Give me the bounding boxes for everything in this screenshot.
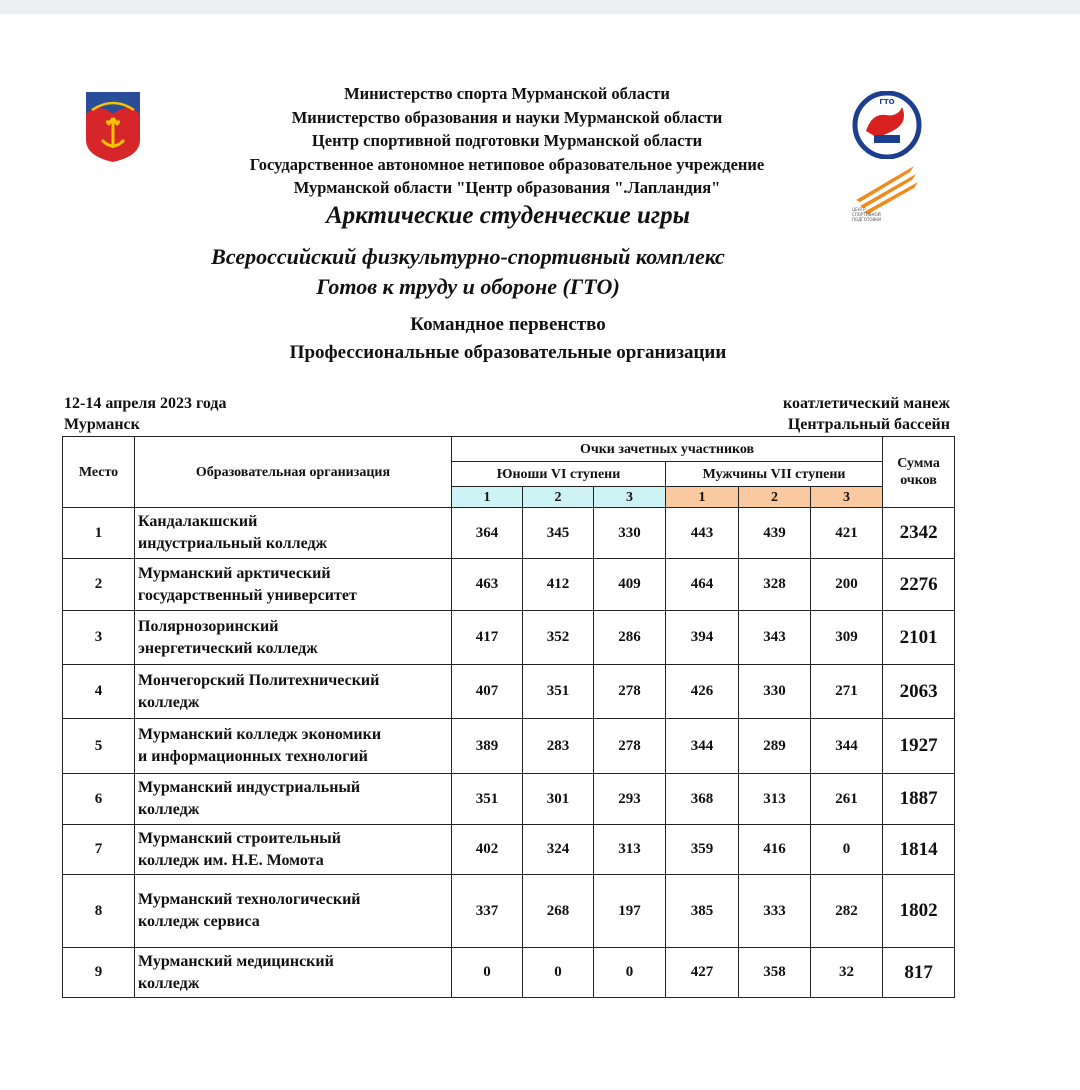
sum-cell: 1927 (883, 719, 955, 774)
organization-cell (135, 559, 452, 611)
score-cell: 416 (739, 825, 811, 875)
organization-line-1: Мурманский технологический (138, 891, 361, 908)
score-cell: 439 (739, 508, 811, 559)
place-cell: 6 (63, 774, 135, 825)
organization-line-1: Мурманский медицинский (138, 952, 334, 970)
score-cell: 333 (739, 875, 811, 948)
table-row (63, 825, 955, 875)
score-cell: 309 (811, 611, 883, 665)
organization-line-1: Полярнозоринский (138, 617, 279, 635)
organization-line-2: колледж сервиса (138, 913, 260, 930)
header-men-3: 3 (811, 487, 883, 508)
organization-line-1: Мурманский арктический (138, 564, 331, 582)
event-title: Арктические студенческие игры (326, 202, 690, 229)
organization-cell (135, 508, 452, 559)
organization-line-2: энергетический колледж (138, 639, 318, 657)
sum-cell: 2101 (883, 611, 955, 665)
score-cell: 426 (666, 665, 739, 719)
place-cell: 4 (63, 665, 135, 719)
organization-line-2: индустриальный колледж (138, 535, 328, 552)
header-organization: Образовательная организация (135, 437, 452, 508)
coat-of-arms-icon (86, 92, 140, 162)
organization-cell (135, 719, 452, 774)
header-men-1: 1 (666, 487, 739, 508)
svg-text:ЦЕНТР: ЦЕНТР (852, 207, 866, 212)
score-cell: 358 (739, 948, 811, 998)
score-cell: 344 (666, 719, 739, 774)
place-cell: 1 (63, 508, 135, 559)
score-cell: 283 (523, 719, 594, 774)
header-sum-line-1: Сумма (897, 456, 940, 471)
date-location (64, 393, 226, 435)
score-cell: 351 (452, 774, 523, 825)
organization-cell (135, 948, 452, 998)
organization-line-1: Мончегорский Политехнический (138, 671, 380, 689)
score-cell: 389 (452, 719, 523, 774)
score-cell: 368 (666, 774, 739, 825)
table-row (63, 875, 955, 948)
organizer-line: Центр спортивной подготовки Мурманской области (311, 131, 703, 150)
score-cell: 278 (594, 665, 666, 719)
subtitle-line-1: Всероссийский физкультурно-спортивный комплекс (211, 244, 725, 269)
svg-text:СПОРТИВНОЙ: СПОРТИВНОЙ (852, 212, 881, 217)
sum-cell: 2342 (883, 508, 955, 559)
svg-text:ПОДГОТОВКИ: ПОДГОТОВКИ (852, 217, 882, 222)
score-cell: 421 (811, 508, 883, 559)
event-city: Мурманск (64, 416, 140, 433)
score-cell: 271 (811, 665, 883, 719)
score-cell: 293 (594, 774, 666, 825)
header-youth-3: 3 (594, 487, 666, 508)
top-status-bar (0, 0, 1080, 14)
score-cell: 337 (452, 875, 523, 948)
score-cell: 324 (523, 825, 594, 875)
header-points: Очки зачетных участников (452, 437, 883, 462)
venues (783, 393, 950, 435)
place-cell: 9 (63, 948, 135, 998)
score-cell: 313 (739, 774, 811, 825)
organizers-header (150, 82, 864, 200)
header-youth-group: Юноши VI ступени (452, 462, 666, 487)
score-cell: 464 (666, 559, 739, 611)
score-cell: 330 (739, 665, 811, 719)
score-cell: 352 (523, 611, 594, 665)
competition-section (0, 311, 1016, 367)
organization-line-2: колледж им. Н.Е. Момота (138, 851, 324, 869)
event-subtitle (0, 242, 936, 302)
subtitle-line-2: Готов к труду и обороне (ГТО) (316, 274, 620, 299)
score-cell: 313 (594, 825, 666, 875)
table-row (63, 508, 955, 559)
table-row (63, 774, 955, 825)
table-row (63, 559, 955, 611)
organizer-line: Мурманской области "Центр образования ".Лапландия" (293, 178, 721, 197)
event-date: 12-14 апреля 2023 года (64, 395, 227, 412)
score-cell: 407 (452, 665, 523, 719)
score-cell: 351 (523, 665, 594, 719)
organizer-line: Государственное автономное нетиповое образовательное учреждение (249, 154, 765, 174)
header-sum-line-2: очков (900, 473, 937, 488)
score-cell: 427 (666, 948, 739, 998)
organization-line-1: Мурманский строительный (138, 829, 341, 847)
place-cell: 7 (63, 825, 135, 875)
score-cell: 286 (594, 611, 666, 665)
score-cell: 328 (739, 559, 811, 611)
score-cell: 359 (666, 825, 739, 875)
organization-line-1: Мурманский колледж экономики (138, 726, 382, 743)
organization-line-1: Кандалакшский (138, 513, 258, 530)
header-men-group: Мужчины VII ступени (666, 462, 883, 487)
table-row (63, 665, 955, 719)
score-cell: 330 (594, 508, 666, 559)
score-cell: 200 (811, 559, 883, 611)
score-cell: 32 (811, 948, 883, 998)
score-cell: 417 (452, 611, 523, 665)
score-cell: 409 (594, 559, 666, 611)
score-cell: 282 (811, 875, 883, 948)
section-line-2: Профессиональные образовательные организации (289, 342, 727, 363)
score-cell: 463 (452, 559, 523, 611)
organizer-line: Министерство образования и науки Мурманской области (291, 107, 723, 127)
header-youth-1: 1 (452, 487, 523, 508)
score-cell: 0 (811, 825, 883, 875)
score-cell: 344 (811, 719, 883, 774)
organization-cell (135, 611, 452, 665)
svg-text:ГТО: ГТО (879, 98, 895, 106)
table-row (63, 719, 955, 774)
score-cell: 278 (594, 719, 666, 774)
organization-cell (135, 825, 452, 875)
section-line-1: Командное первенство (410, 314, 606, 335)
organization-line-2: и информационных технологий (138, 748, 368, 765)
score-cell: 402 (452, 825, 523, 875)
score-cell: 345 (523, 508, 594, 559)
score-cell: 394 (666, 611, 739, 665)
organization-line-1: Мурманский индустриальный (138, 779, 361, 796)
score-cell: 343 (739, 611, 811, 665)
score-cell: 197 (594, 875, 666, 948)
organization-line-2: колледж (138, 974, 200, 992)
score-cell: 261 (811, 774, 883, 825)
header-sum (883, 437, 955, 508)
score-cell: 443 (666, 508, 739, 559)
table-row (63, 948, 955, 998)
organization-cell (135, 774, 452, 825)
organization-line-2: государственный университет (138, 586, 357, 604)
place-cell: 3 (63, 611, 135, 665)
header-place: Место (63, 437, 135, 508)
score-cell: 412 (523, 559, 594, 611)
score-cell: 385 (666, 875, 739, 948)
organizer-line: Министерство спорта Мурманской области (344, 84, 670, 103)
place-cell: 5 (63, 719, 135, 774)
organization-line-2: колледж (138, 801, 200, 818)
sum-cell: 2276 (883, 559, 955, 611)
score-cell: 0 (452, 948, 523, 998)
place-cell: 2 (63, 559, 135, 611)
venue-1: коатлетический манеж (783, 395, 950, 412)
sum-cell: 817 (883, 948, 955, 998)
score-cell: 0 (594, 948, 666, 998)
venue-2: Центральный бассейн (787, 416, 950, 433)
sum-cell: 1814 (883, 825, 955, 875)
sum-cell: 1802 (883, 875, 955, 948)
header-youth-2: 2 (523, 487, 594, 508)
results-table (62, 436, 955, 998)
score-cell: 0 (523, 948, 594, 998)
score-cell: 364 (452, 508, 523, 559)
sum-cell: 1887 (883, 774, 955, 825)
organization-cell (135, 875, 452, 948)
score-cell: 301 (523, 774, 594, 825)
score-cell: 268 (523, 875, 594, 948)
table-row (63, 611, 955, 665)
organization-line-2: колледж (138, 693, 200, 711)
header-men-2: 2 (739, 487, 811, 508)
place-cell: 8 (63, 875, 135, 948)
organization-cell (135, 665, 452, 719)
sum-cell: 2063 (883, 665, 955, 719)
score-cell: 289 (739, 719, 811, 774)
